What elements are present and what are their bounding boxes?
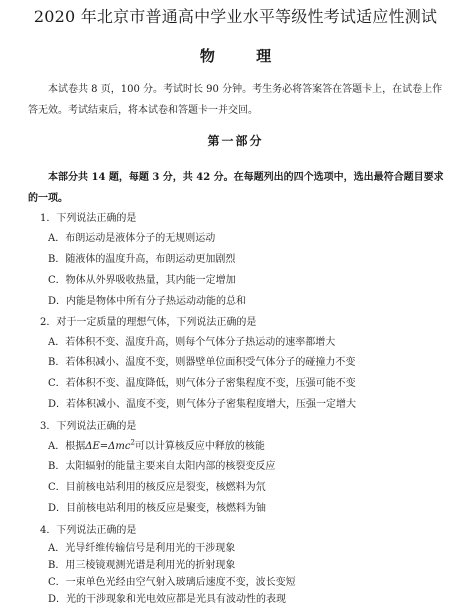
question-3-stem: 3．下列说法正确的是 <box>40 421 137 432</box>
question-3-option-a-tail: 可以计算核反应中释放的核能 <box>134 441 265 452</box>
part-instructions-line-1: 本部分共 14 题，每题 3 分，共 42 分。在每题列出的四个选项中，选出最符合题目要求 <box>48 172 444 183</box>
exam-title: 2020 年北京市普通高中学业水平等级性考试适应性测试 <box>33 7 438 26</box>
question-2-option-c: C．若体积不变、温度降低，则气体分子密集程度不变，压强可能不变 <box>48 378 356 389</box>
subject-title: 物 理 <box>199 47 290 65</box>
question-2-option-a: A．若体积不变、温度升高，则每个气体分子热运动的速率都增大 <box>48 337 336 348</box>
question-3-option-a-prefix: A．根据 <box>48 441 86 452</box>
question-1-option-c: C．物体从外界吸收热量，其内能一定增加 <box>48 275 236 286</box>
part-title: 第一部分 <box>207 134 264 148</box>
question-3-option-b: B．太阳辐射的能量主要来自太阳内部的核裂变反应 <box>48 461 276 472</box>
question-2-option-b: B．若体积减小、温度不变，则器壁单位面积受气体分子的碰撞力不变 <box>48 357 356 368</box>
exam-note-line-1: 本试卷共 8 页，100 分。考试时长 90 分钟。考生务必将答案答在答题卡上，在试卷上作 <box>48 84 443 95</box>
question-4-option-a: A．光导纤维传输信号是利用光的干涉现象 <box>48 543 236 554</box>
question-4-stem: 4．下列说法正确的是 <box>40 525 137 536</box>
question-4-option-d: D．光的干涉现象和光电效应都是光具有波动性的表现 <box>48 594 287 605</box>
question-1-option-d: D．内能是物体中所有分子热运动动能的总和 <box>48 296 247 307</box>
question-2-stem: 2．对于一定质量的理想气体，下列说法正确的是 <box>40 317 257 328</box>
formula-exponent: 2 <box>130 438 135 447</box>
mass-energy-formula: ΔE=Δmc <box>85 441 131 452</box>
exam-note-line-2: 答无效。考试结束后，将本试卷和答题卡一并交回。 <box>28 105 258 116</box>
question-2-option-d: D．若体积减小、温度不变，则气体分子密集程度增大，压强一定增大 <box>48 399 357 410</box>
question-3-option-a <box>48 438 265 456</box>
question-1-option-b: B．随液体的温度升高，布朗运动更加剧烈 <box>48 254 236 265</box>
part-instructions-line-2: 的一项。 <box>28 193 68 204</box>
question-4-option-c: C．一束单色光经由空气射入玻璃后速度不变，波长变短 <box>48 577 296 588</box>
question-1-stem: 1．下列说法正确的是 <box>40 213 137 224</box>
question-3-option-c: C．目前核电站利用的核反应是裂变，核燃料为氘 <box>48 482 266 493</box>
question-4-option-b: B．用三棱镜观测光谱是利用光的折射现象 <box>48 560 236 571</box>
question-3-option-d: D．目前核电站利用的核反应是聚变，核燃料为铀 <box>48 503 267 514</box>
question-1-option-a: A．布朗运动是液体分子的无规则运动 <box>48 233 216 244</box>
